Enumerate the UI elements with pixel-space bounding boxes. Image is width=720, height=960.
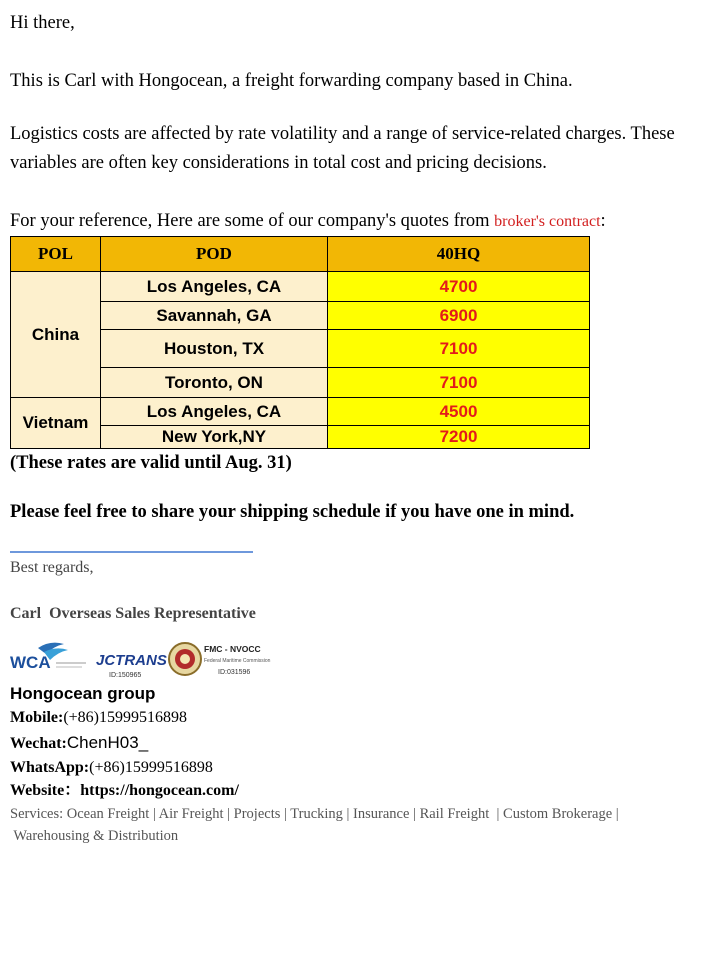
table-row (11, 398, 590, 426)
header-pod: POD (101, 237, 328, 272)
fmc-text: FMC - NVOCC (204, 644, 261, 654)
certification-logos (10, 638, 280, 680)
price-cell: 7200 (328, 426, 590, 449)
price-cell: 7100 (328, 330, 590, 368)
pod-cell: Los Angeles, CA (101, 272, 328, 302)
greeting: Hi there, (10, 13, 75, 33)
schedule-request: Please feel free to share your shipping schedule if you have one in mind. (10, 502, 575, 522)
name-title: Carl Overseas Sales Representative (10, 605, 256, 622)
website-line (10, 777, 239, 805)
pod-cell: Los Angeles, CA (101, 398, 328, 426)
logistics-paragraph: Logistics costs are affected by rate volatility and a range of service-related charges. These variables are often key considerations in total cost and pricing decisions. (10, 124, 675, 173)
pod-cell: New York,NY (101, 426, 328, 449)
origin-china: China (11, 272, 101, 398)
jctrans-logo (96, 652, 167, 679)
services-line-1: Services: Ocean Freight | Air Freight | Projects | Trucking | Insurance | Rail Freight | Custom Brokerage | (10, 806, 619, 822)
price-cell: 7100 (328, 368, 590, 398)
wechat-label: Wechat: (10, 735, 67, 752)
pod-cell: Toronto, ON (101, 368, 328, 398)
reference-suffix: : (600, 211, 606, 231)
website-label: Website： (10, 782, 81, 799)
mobile-label: Mobile: (10, 709, 64, 726)
services-line-2: Warehousing & Distribution (10, 828, 179, 844)
header-pol: POL (11, 237, 101, 272)
wechat-id: ChenH03_ (66, 733, 149, 752)
whatsapp-number: (+86)15999516898 (89, 759, 213, 776)
price-cell: 4500 (328, 398, 590, 426)
origin-vietnam: Vietnam (11, 398, 101, 449)
closing: Best regards, (10, 559, 94, 576)
price-cell: 4700 (328, 272, 590, 302)
reference-highlight: broker's contract (494, 213, 601, 230)
jctrans-text: JCTRANS (96, 652, 167, 669)
rates-table (10, 236, 590, 449)
signature-divider (10, 551, 253, 553)
company-name: Hongocean group (10, 684, 156, 703)
wca-logo (10, 643, 86, 672)
fmc-id: ID:031596 (218, 669, 251, 676)
pod-cell: Savannah, GA (101, 302, 328, 330)
table-row (11, 272, 590, 302)
reference-prefix: For your reference, Here are some of our company's quotes from (10, 211, 495, 231)
mobile-line (10, 704, 187, 732)
website-link[interactable]: https://hongocean.com/ (80, 782, 239, 799)
reference-line (10, 207, 606, 236)
fmc-logo (169, 643, 271, 676)
wca-text: WCA (10, 653, 51, 672)
whatsapp-label: WhatsApp: (10, 759, 90, 776)
price-cell: 6900 (328, 302, 590, 330)
header-40hq: 40HQ (328, 237, 590, 272)
pod-cell: Houston, TX (101, 330, 328, 368)
table-header-row (11, 237, 590, 272)
fmc-sub: Federal Maritime Commission (204, 658, 271, 664)
intro-paragraph: This is Carl with Hongocean, a freight forwarding company based in China. (10, 71, 573, 91)
mobile-number: (+86)15999516898 (63, 709, 188, 726)
jctrans-id: ID:150965 (109, 672, 142, 679)
validity-note: (These rates are valid until Aug. 31) (10, 453, 292, 473)
